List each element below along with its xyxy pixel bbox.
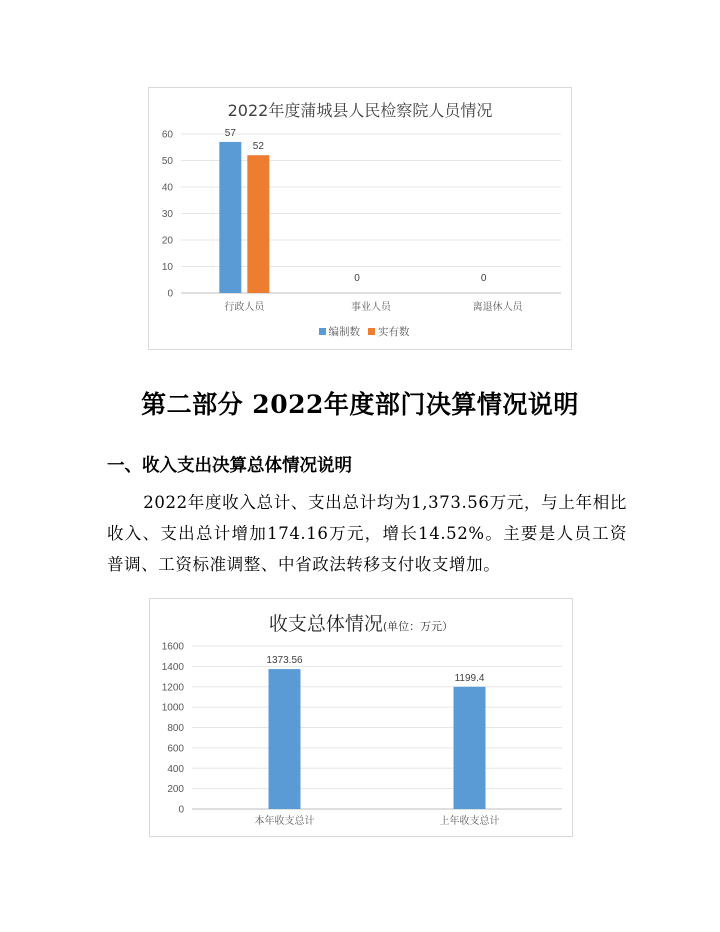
bar [269, 669, 301, 809]
y-tick-label: 400 [167, 763, 184, 775]
legend-swatch-series1 [319, 328, 326, 335]
y-tick-label: 0 [178, 804, 184, 816]
data-label: 1373.56 [266, 655, 303, 667]
y-tick-label: 10 [161, 262, 173, 273]
chart-title: 2022年度蒲城县人民检察院人员情况 [227, 101, 493, 120]
legend-swatch-series2 [368, 328, 375, 335]
data-label: 57 [224, 127, 236, 139]
data-label: 0 [354, 273, 360, 284]
x-tick-label: 上年收支总计 [439, 816, 500, 827]
y-tick-label: 50 [161, 156, 173, 167]
x-tick-label: 行政人员 [224, 302, 265, 313]
y-tick-label: 60 [161, 129, 173, 141]
x-tick-label: 本年收支总计 [254, 816, 315, 827]
data-label: 1199.4 [454, 672, 485, 684]
y-tick-label: 1000 [161, 702, 184, 714]
y-tick-label: 800 [167, 723, 184, 734]
y-tick-label: 200 [167, 784, 184, 796]
income-expense-chart-plot [150, 599, 572, 836]
body-paragraph: 2022年度收入总计、支出总计均为1,373.56万元，与上年相比收入、支出总计增加174.16万元，增长14.52%。主要是人员工资普调、工资标准调整、中省政法转移支付收支增加。 [107, 493, 627, 574]
part-heading: 第二部分 2022年度部门决算情况说明 [141, 390, 579, 419]
legend-label-series1: 编制数 [328, 326, 360, 338]
y-tick-label: 20 [161, 235, 173, 247]
bar [247, 155, 269, 293]
staffing-chart-plot [149, 88, 571, 349]
section-heading: 一、收入支出决算总体情况说明 [107, 456, 352, 476]
y-tick-label: 1400 [161, 661, 184, 673]
x-tick-label: 事业人员 [351, 302, 391, 313]
data-label: 0 [480, 273, 487, 284]
chart-title-unit: (单位：万元） [382, 620, 454, 633]
y-tick-label: 1200 [161, 682, 184, 694]
income-expense-chart [149, 598, 573, 837]
x-tick-label: 离退休人员 [472, 302, 523, 313]
chart-title-main: 收支总体情况 [268, 613, 383, 635]
legend-label-series2: 实有数 [378, 326, 410, 338]
chart-legend [149, 324, 571, 339]
bar [454, 687, 486, 809]
y-tick-label: 1600 [161, 641, 184, 653]
data-label: 52 [252, 141, 264, 153]
y-tick-label: 600 [167, 743, 184, 755]
y-tick-label: 0 [167, 288, 173, 300]
y-tick-label: 40 [161, 182, 173, 194]
bar [219, 142, 241, 293]
y-tick-label: 30 [161, 209, 173, 220]
staffing-chart [148, 87, 572, 350]
